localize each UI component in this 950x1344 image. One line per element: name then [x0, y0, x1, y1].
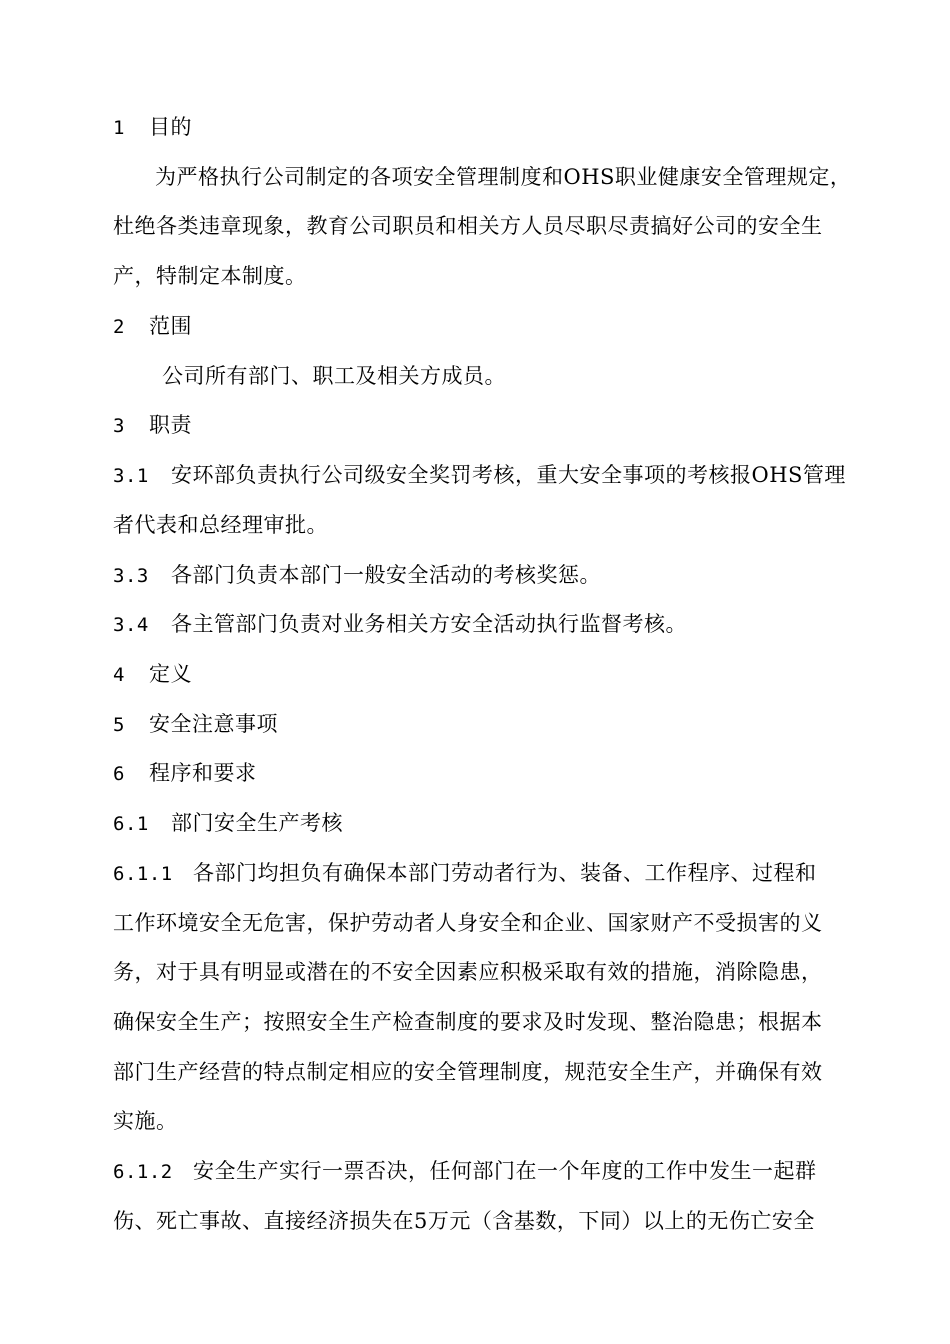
section-number: 5 [113, 714, 125, 736]
subsection-heading-6-1 [113, 809, 873, 838]
purpose-line-3: 产，特制定本制度。 [113, 264, 307, 288]
duty-number: 3.4 [113, 614, 149, 636]
item-6-1-1-line-6: 实施。 [113, 1109, 178, 1133]
section-title: 程序和要求 [149, 761, 257, 785]
duty-text: 安环部负责执行公司级安全奖罚考核，重大安全事项的考核报OHS管理 [171, 463, 846, 487]
item-6-1-1-line-1 [113, 859, 873, 888]
section-number: 2 [113, 316, 125, 338]
section-title: 范围 [149, 314, 192, 338]
item-6-1-1-line-5: 部门生产经营的特点制定相应的安全管理制度，规范安全生产，并确保有效 [113, 1060, 823, 1084]
item-6-1-2-line-1 [113, 1157, 873, 1186]
duty-text: 各部门负责本部门一般安全活动的考核奖惩。 [171, 563, 601, 587]
section-title: 目的 [149, 115, 192, 139]
duty-3-1-line-1 [113, 461, 873, 490]
scope-text: 公司所有部门、职工及相关方成员。 [162, 364, 506, 388]
duty-3-4 [113, 610, 873, 639]
duty-3-3 [113, 561, 873, 590]
subsection-title: 部门安全生产考核 [171, 811, 343, 835]
section-heading-duties [113, 411, 873, 440]
section-number: 3 [113, 415, 125, 437]
purpose-line-1: 为严格执行公司制定的各项安全管理制度和OHS职业健康安全管理规定， [155, 165, 852, 189]
section-number: 6 [113, 763, 125, 785]
section-heading-definitions [113, 660, 873, 689]
section-heading-purpose [113, 113, 873, 142]
section-title: 定义 [149, 662, 192, 686]
duty-3-1-line-2: 者代表和总经理审批。 [113, 513, 328, 537]
item-6-1-2-line-2: 伤、死亡事故、直接经济损失在5万元（含基数，下同）以上的无伤亡安全 [113, 1209, 815, 1233]
item-number: 6.1.2 [113, 1161, 173, 1183]
item-number: 6.1.1 [113, 863, 173, 885]
section-heading-procedures [113, 759, 873, 788]
purpose-line-2: 杜绝各类违章现象，教育公司职员和相关方人员尽职尽责搞好公司的安全生 [113, 214, 823, 238]
duty-text: 各主管部门负责对业务相关方安全活动执行监督考核。 [171, 612, 687, 636]
section-heading-scope [113, 312, 873, 341]
item-6-1-1-line-4: 确保安全生产；按照安全生产检查制度的要求及时发现、整治隐患；根据本 [113, 1010, 823, 1034]
subsection-number: 6.1 [113, 813, 149, 835]
duty-number: 3.3 [113, 565, 149, 587]
section-title: 安全注意事项 [149, 712, 278, 736]
section-title: 职责 [149, 413, 192, 437]
duty-number: 3.1 [113, 465, 149, 487]
item-text: 各部门均担负有确保本部门劳动者行为、装备、工作程序、过程和 [193, 861, 817, 885]
item-6-1-1-line-2: 工作环境安全无危害，保护劳动者人身安全和企业、国家财产不受损害的义 [113, 911, 823, 935]
section-number: 4 [113, 664, 125, 686]
section-heading-safety-notes [113, 710, 873, 739]
item-text: 安全生产实行一票否决，任何部门在一个年度的工作中发生一起群 [193, 1159, 817, 1183]
section-number: 1 [113, 117, 125, 139]
item-6-1-1-line-3: 务，对于具有明显或潜在的不安全因素应积极采取有效的措施，消除隐患， [113, 960, 823, 984]
